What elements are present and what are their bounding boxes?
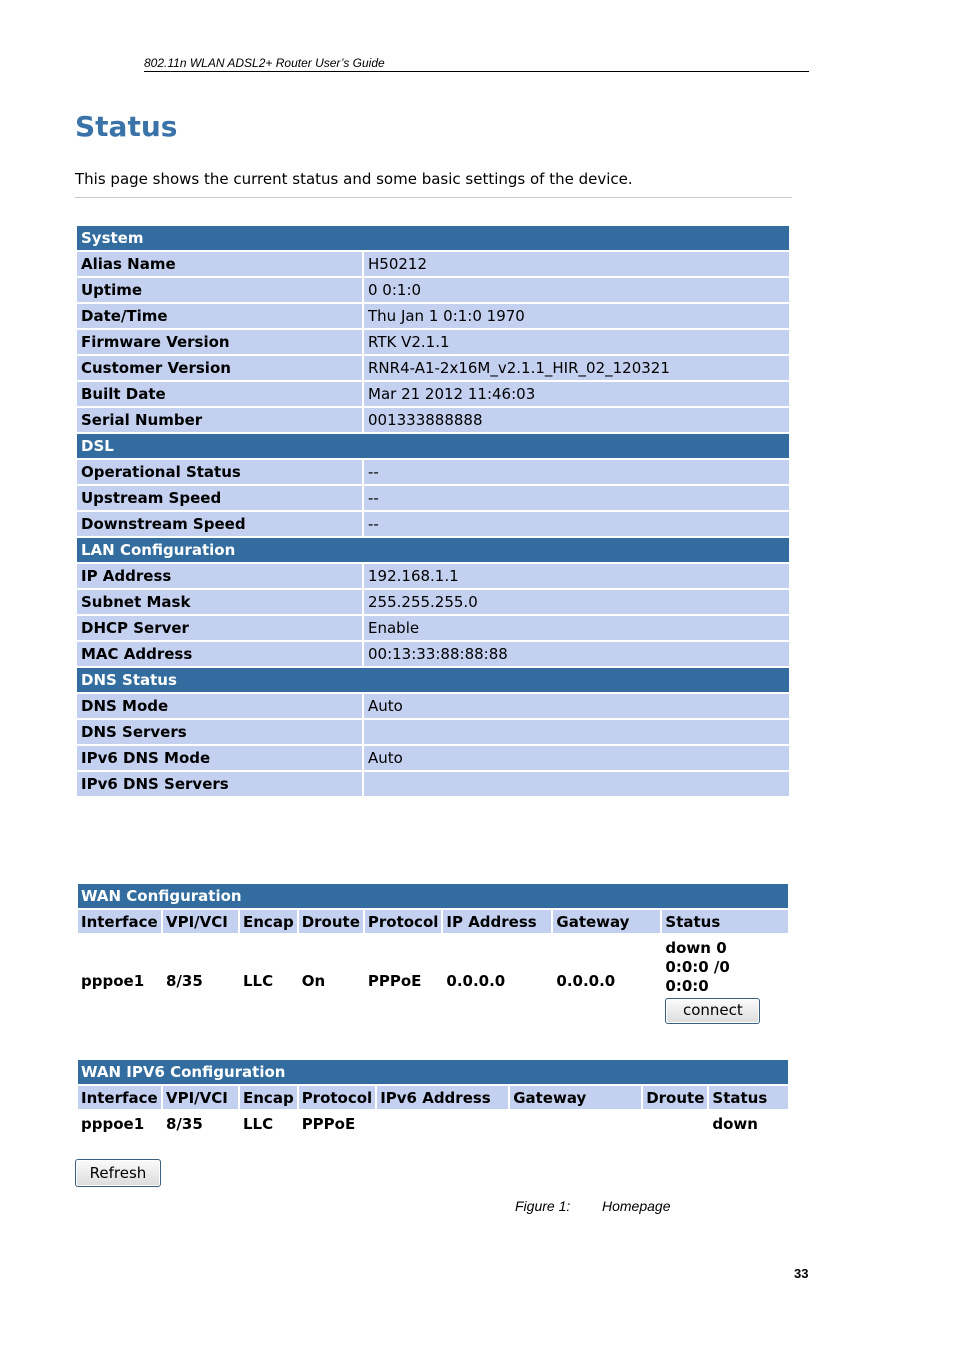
row-value: 255.255.255.0 xyxy=(364,590,789,614)
status-row xyxy=(77,746,789,770)
section-header-system xyxy=(77,226,789,250)
column-header: Droute xyxy=(643,1086,707,1109)
section-header-wan-ipv6 xyxy=(78,1060,788,1084)
status-row xyxy=(77,382,789,406)
wan-status-line: 0:0:0 /0 xyxy=(665,958,730,976)
row-value: RNR4-A1-2x16M_v2.1.1_HIR_02_120321 xyxy=(364,356,789,380)
row-label: Date/Time xyxy=(77,304,362,328)
wan-encap: LLC xyxy=(243,971,274,990)
row-value: Auto xyxy=(364,746,789,770)
column-header: VPI/VCI xyxy=(163,910,238,933)
wan-status xyxy=(662,935,788,1026)
column-header: IP Address xyxy=(443,910,551,933)
column-header-row xyxy=(78,910,788,933)
wan-ip-address: 0.0.0.0 xyxy=(446,971,506,990)
row-label: IP Address xyxy=(77,564,362,588)
row-value xyxy=(364,772,789,796)
column-header: Gateway xyxy=(553,910,660,933)
row-label: IPv6 DNS Mode xyxy=(77,746,362,770)
status-row xyxy=(77,356,789,380)
wan6-gateway xyxy=(510,1111,641,1137)
wan-protocol: PPPoE xyxy=(367,971,422,990)
row-label: DNS Servers xyxy=(77,720,362,744)
column-header-row xyxy=(78,1086,788,1109)
row-value: Thu Jan 1 0:1:0 1970 xyxy=(364,304,789,328)
row-value: Auto xyxy=(364,694,789,718)
row-label: Upstream Speed xyxy=(77,486,362,510)
row-label: Operational Status xyxy=(77,460,362,484)
column-header: Interface xyxy=(78,1086,161,1109)
status-row xyxy=(77,278,789,302)
table-row xyxy=(78,1111,788,1137)
wan-gateway: 0.0.0.0 xyxy=(556,971,616,990)
column-header: Encap xyxy=(240,910,297,933)
wan6-vpivci: 8/35 xyxy=(166,1115,203,1133)
status-row xyxy=(77,642,789,666)
table-row xyxy=(78,935,788,1026)
row-value: -- xyxy=(364,460,789,484)
row-label: Subnet Mask xyxy=(77,590,362,614)
section-title: LAN Configuration xyxy=(77,538,789,562)
wan-droute: On xyxy=(301,971,326,990)
status-row xyxy=(77,616,789,640)
row-value xyxy=(364,720,789,744)
status-row xyxy=(77,330,789,354)
column-header: VPI/VCI xyxy=(163,1086,238,1109)
page-number: 33 xyxy=(794,1266,809,1281)
row-label: MAC Address xyxy=(77,642,362,666)
row-label: Firmware Version xyxy=(77,330,362,354)
section-title: DSL xyxy=(77,434,789,458)
section-header-dns xyxy=(77,668,789,692)
status-table xyxy=(75,224,791,798)
column-header: Encap xyxy=(240,1086,297,1109)
connect-button[interactable]: connect xyxy=(665,998,760,1024)
row-label: Customer Version xyxy=(77,356,362,380)
figure-caption: Homepage xyxy=(602,1198,671,1214)
section-title: WAN Configuration xyxy=(78,884,788,908)
row-value: Enable xyxy=(364,616,789,640)
wan6-encap: LLC xyxy=(243,1115,274,1133)
row-label: Downstream Speed xyxy=(77,512,362,536)
row-label: DHCP Server xyxy=(77,616,362,640)
row-value: 0 0:1:0 xyxy=(364,278,789,302)
row-value: 00:13:33:88:88:88 xyxy=(364,642,789,666)
section-header-wan xyxy=(78,884,788,908)
column-header: Gateway xyxy=(510,1086,641,1109)
status-row xyxy=(77,512,789,536)
status-row xyxy=(77,304,789,328)
status-row xyxy=(77,460,789,484)
wan-status-line: 0:0:0 xyxy=(665,977,709,995)
column-header: Status xyxy=(662,910,788,933)
status-row xyxy=(77,694,789,718)
row-value: 001333888888 xyxy=(364,408,789,432)
wan-status-line: down 0 xyxy=(665,939,727,957)
wan6-droute xyxy=(643,1111,707,1137)
status-row xyxy=(77,720,789,744)
row-value: H50212 xyxy=(364,252,789,276)
row-label: Built Date xyxy=(77,382,362,406)
column-header: Protocol xyxy=(365,910,442,933)
row-label: Alias Name xyxy=(77,252,362,276)
section-title: WAN IPV6 Configuration xyxy=(78,1060,788,1084)
section-title: DNS Status xyxy=(77,668,789,692)
wan-vpivci: 8/35 xyxy=(166,971,203,990)
column-header: Interface xyxy=(78,910,161,933)
row-label: IPv6 DNS Servers xyxy=(77,772,362,796)
row-label: DNS Mode xyxy=(77,694,362,718)
row-value: -- xyxy=(364,486,789,510)
wan-configuration-table xyxy=(76,882,790,1028)
status-row xyxy=(77,772,789,796)
wan6-ipv6-address xyxy=(377,1111,508,1137)
column-header: Protocol xyxy=(299,1086,376,1109)
page-description: This page shows the current status and some basic settings of the device. xyxy=(75,170,792,198)
row-value: RTK V2.1.1 xyxy=(364,330,789,354)
status-row xyxy=(77,564,789,588)
row-label: Uptime xyxy=(77,278,362,302)
status-row xyxy=(77,590,789,614)
section-header-dsl xyxy=(77,434,789,458)
section-header-lan xyxy=(77,538,789,562)
column-header: Droute xyxy=(299,910,363,933)
wan6-interface: pppoe1 xyxy=(81,1115,145,1133)
wan-interface: pppoe1 xyxy=(81,971,145,990)
column-header: IPv6 Address xyxy=(377,1086,508,1109)
section-title: System xyxy=(77,226,789,250)
column-header: Status xyxy=(709,1086,788,1109)
status-row xyxy=(77,486,789,510)
wan-ipv6-configuration-table xyxy=(76,1058,790,1139)
page-title: Status xyxy=(75,110,178,143)
wan6-protocol: PPPoE xyxy=(301,1115,356,1133)
refresh-button[interactable]: Refresh xyxy=(75,1159,161,1187)
document-header: 802.11n WLAN ADSL2+ Router User’s Guide xyxy=(144,56,809,72)
status-row xyxy=(77,252,789,276)
row-value: -- xyxy=(364,512,789,536)
figure-number: Figure 1: xyxy=(515,1198,571,1214)
status-row xyxy=(77,408,789,432)
wan6-status: down xyxy=(712,1115,758,1133)
row-label: Serial Number xyxy=(77,408,362,432)
row-value: 192.168.1.1 xyxy=(364,564,789,588)
row-value: Mar 21 2012 11:46:03 xyxy=(364,382,789,406)
